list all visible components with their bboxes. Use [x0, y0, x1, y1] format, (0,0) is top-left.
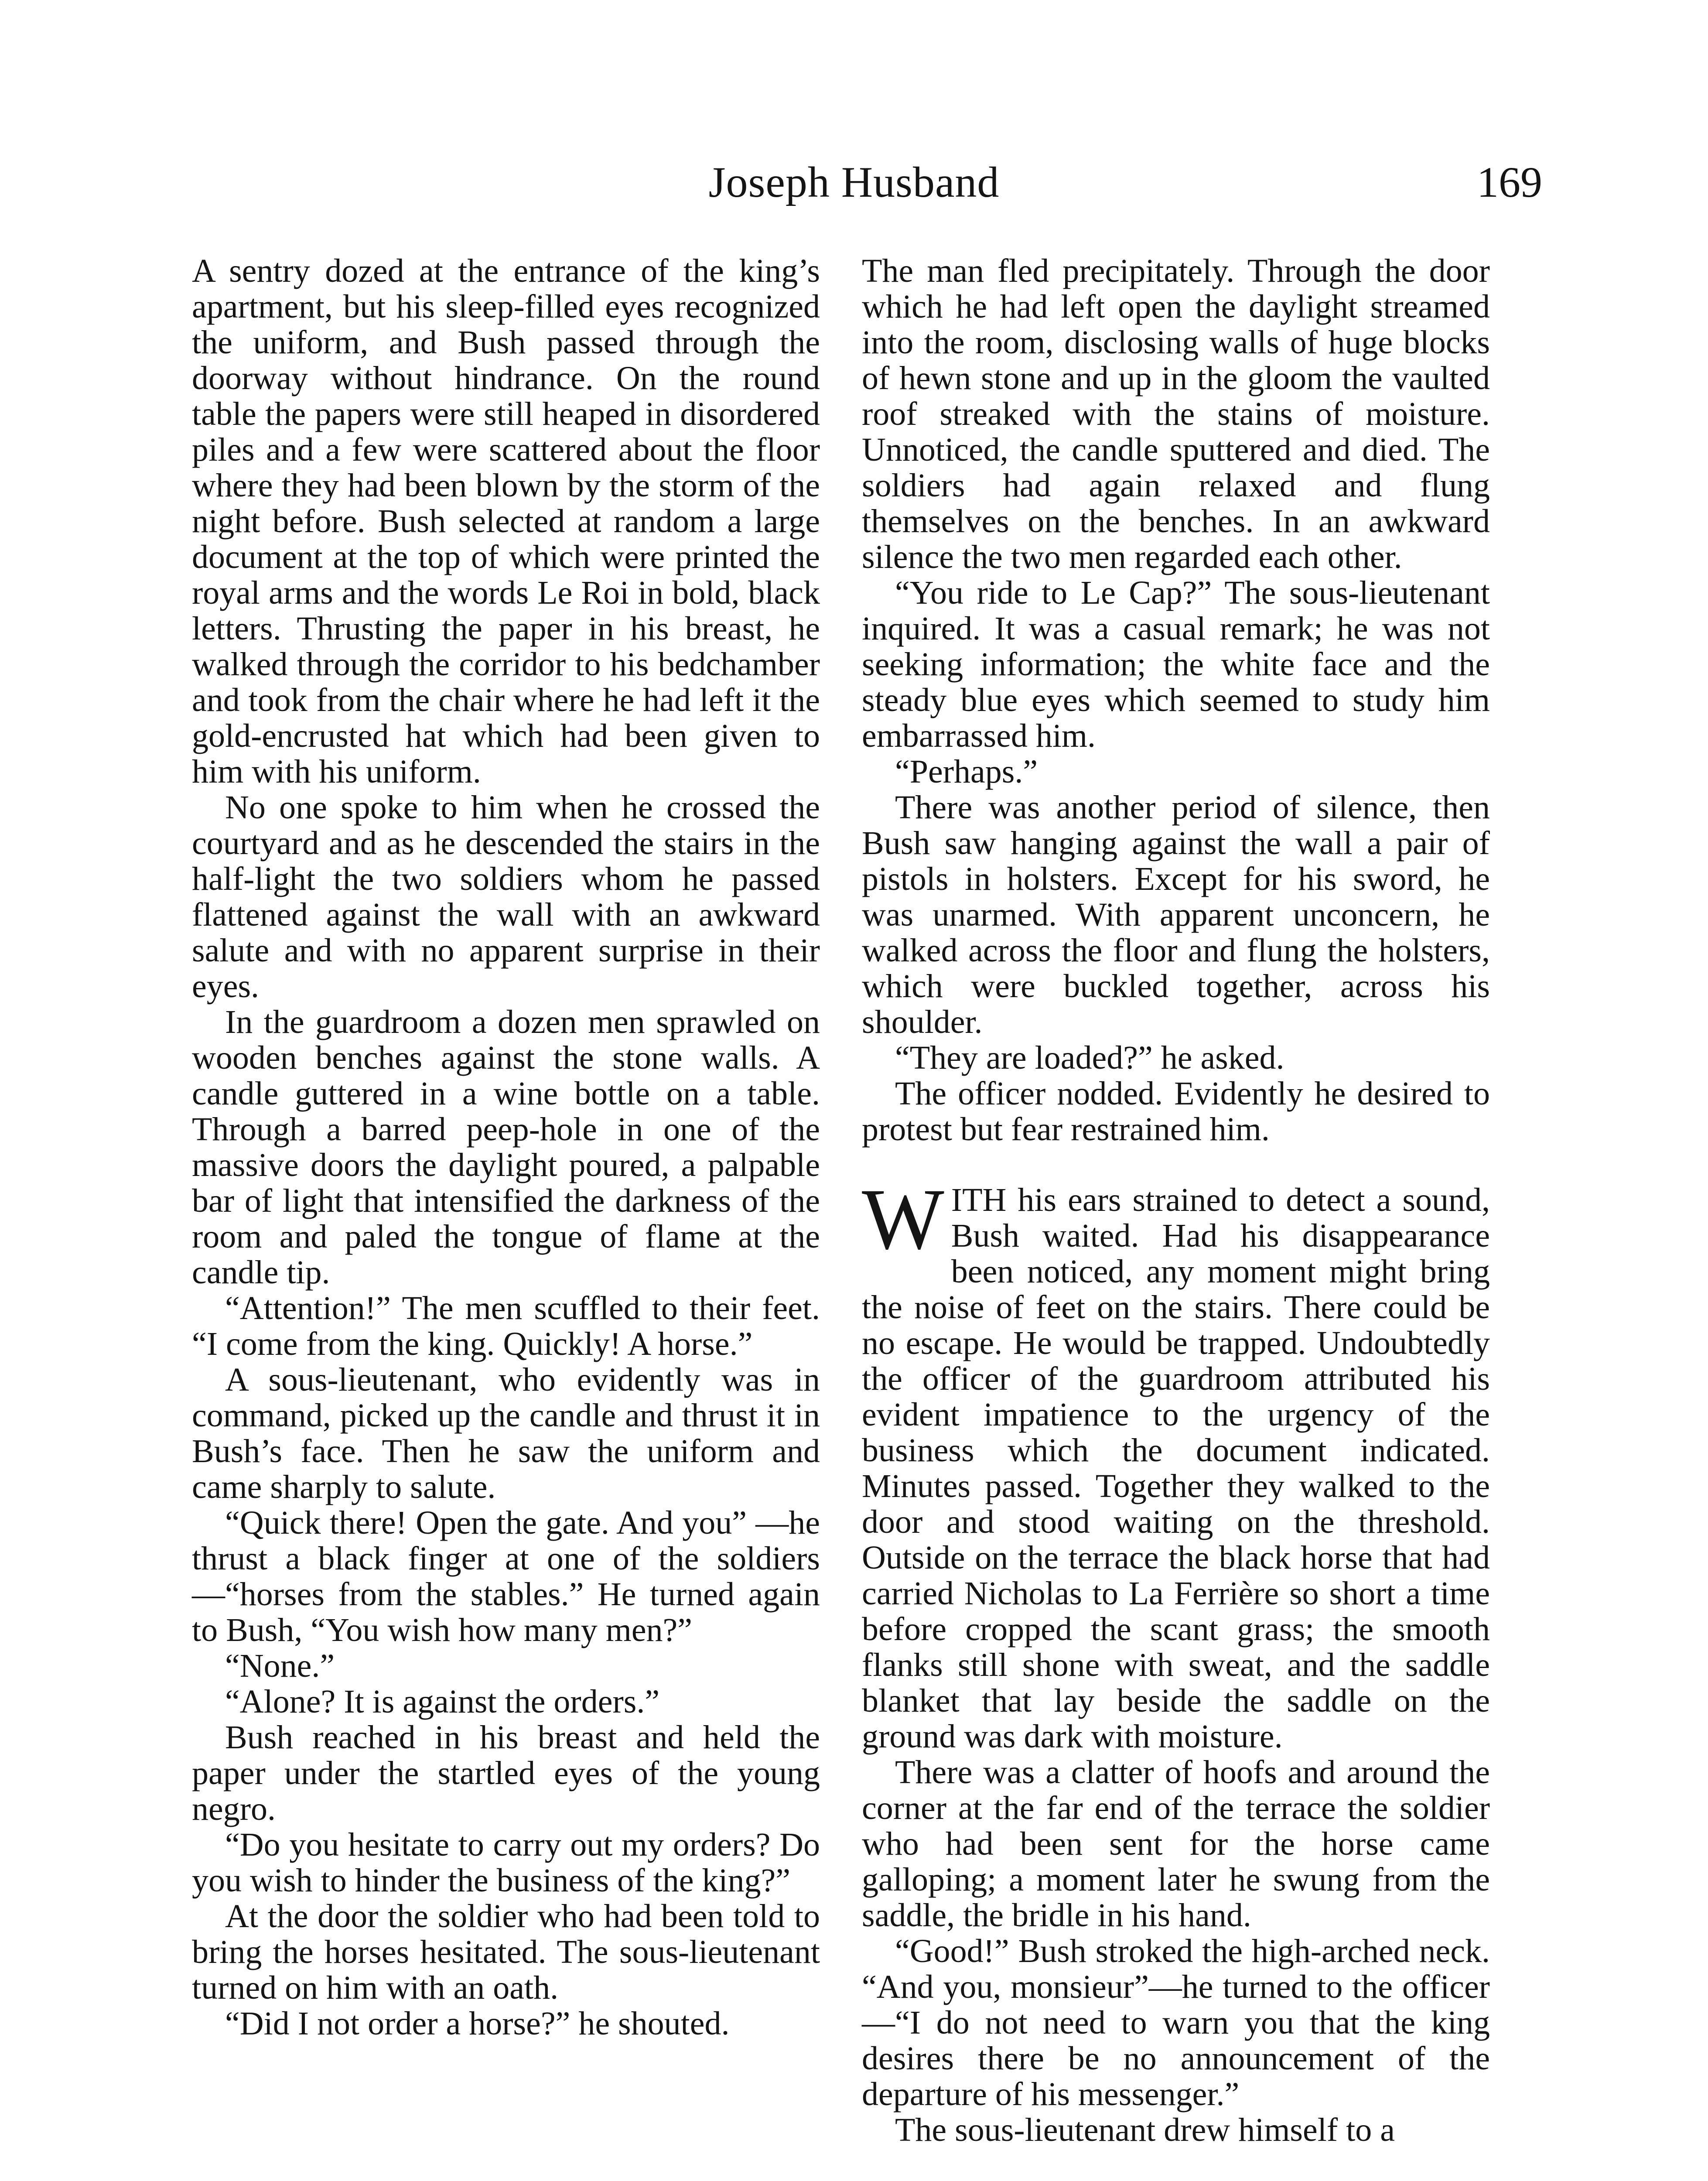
right-column — [862, 253, 1490, 2148]
paragraph: “Quick there! Open the gate. And you” —he thrust a black finger at one of the soldiers—“horses from the stables.” He turned again to Bush, “You wish how many men?” — [192, 1504, 820, 1648]
paragraph: A sous-lieutenant, who evidently was in command, picked up the candle and thrust it in Bush’s face. Then he saw the uniform and came sharply to salute. — [192, 1361, 820, 1505]
running-title: Joseph Husband — [708, 158, 1000, 206]
paragraph-text: ITH his ears strained to detect a sound, Bush waited. Had his disappearance been noticed, any moment might bring the noise of feet on the stairs. There could be no escape. He would be trapped. Undoubtedly the officer of the guardroom attributed his evident impatience to the urgency of the business which the document indicated. Minutes passed. Together they walked to the door and stood waiting on the threshold. Outside on the terrace the black horse that had carried Nicholas to La Ferrière so short a time before cropped the scant grass; the smooth flanks still shone with sweat, and the saddle blanket that lay beside the saddle on the ground was dark with moisture. — [862, 1182, 1490, 1755]
paragraph: The man fled precipitately. Through the door which he had left open the daylight streamed into the room, disclosing walls of huge blocks of hewn stone and up in the gloom the vaulted roof streaked with the stains of moisture. Unnoticed, the candle sputtered and died. The soldiers had again relaxed and flung themselves on the benches. In an awkward silence the two men regarded each other. — [862, 253, 1490, 575]
paragraph: “Do you hesitate to carry out my orders? Do you wish to hinder the business of the king?” — [192, 1826, 820, 1899]
section-break — [862, 1147, 1490, 1182]
paragraph: The officer nodded. Evidently he desired to protest but fear restrained him. — [862, 1075, 1490, 1148]
page-number: 169 — [1477, 158, 1542, 206]
paragraph: Bush reached in his breast and held the paper under the startled eyes of the young negro. — [192, 1719, 820, 1827]
paragraph: At the door the soldier who had been told to bring the horses hesitated. The sous-lieutenant turned on him with an oath. — [192, 1898, 820, 2006]
paragraph: “You ride to Le Cap?” The sous-lieutenant inquired. It was a casual remark; he was not seeking information; the white face and the steady blue eyes which seemed to study him embarrassed him. — [862, 574, 1490, 754]
paragraph: “Alone? It is against the orders.” — [225, 1683, 660, 1720]
paragraph: “None.” — [225, 1648, 335, 1684]
section-opening-paragraph — [862, 1171, 1490, 1755]
paragraph: “Attention!” The men scuffled to their feet. “I come from the king. Quickly! A horse.” — [192, 1290, 820, 1362]
paragraph: The sous-lieutenant drew himself to a — [895, 2112, 1395, 2148]
paragraph: There was a clatter of hoofs and around the corner at the far end of the terrace the soldier who had been sent for the horse came galloping; a moment later he swung from the saddle, the bridle in his hand. — [862, 1754, 1490, 1934]
paragraph: No one spoke to him when he crossed the courtyard and as he descended the stairs in the half-light the two soldiers whom he passed flattened against the wall with an awkward salute and with no apparent surprise in their eyes. — [192, 789, 820, 1005]
drop-cap: W — [862, 1171, 944, 1268]
paragraph: In the guardroom a dozen men sprawled on wooden benches against the stone walls. A candle guttered in a wine bottle on a table. Through a barred peep-hole in one of the massive doors the daylight poured, a palpable bar of light that intensified the darkness of the room and paled the tongue of flame at the candle tip. — [192, 1004, 820, 1291]
paragraph: “Did I not order a horse?” he shouted. — [225, 2005, 730, 2042]
paragraph: “Good!” Bush stroked the high-arched neck. “And you, monsieur”—he turned to the officer—“I do not need to warn you that the king desires there be no announcement of the departure of his messenger.” — [862, 1933, 1490, 2113]
paragraph: A sentry dozed at the entrance of the king’s apartment, but his sleep-filled eyes recognized the uniform, and Bush passed through the doorway without hindrance. On the round table the papers were still heaped in disordered piles and a few were scattered about the floor where they had been blown by the storm of the night before. Bush selected at random a large document at the top of which were printed the royal arms and the words Le Roi in bold, black letters. Thrusting the paper in his breast, he walked through the corridor to his bedchamber and took from the chair where he had left it the gold-encrusted hat which had been given to him with his uniform. — [192, 253, 820, 790]
paragraph: There was another period of silence, then Bush saw hanging against the wall a pair of pistols in holsters. Except for his sword, he was unarmed. With apparent unconcern, he walked across the floor and flung the holsters, which were buckled together, across his shoulder. — [862, 789, 1490, 1040]
paragraph: “Perhaps.” — [895, 753, 1038, 790]
paragraph: “They are loaded?” he asked. — [895, 1039, 1284, 1076]
left-column — [192, 253, 820, 2041]
